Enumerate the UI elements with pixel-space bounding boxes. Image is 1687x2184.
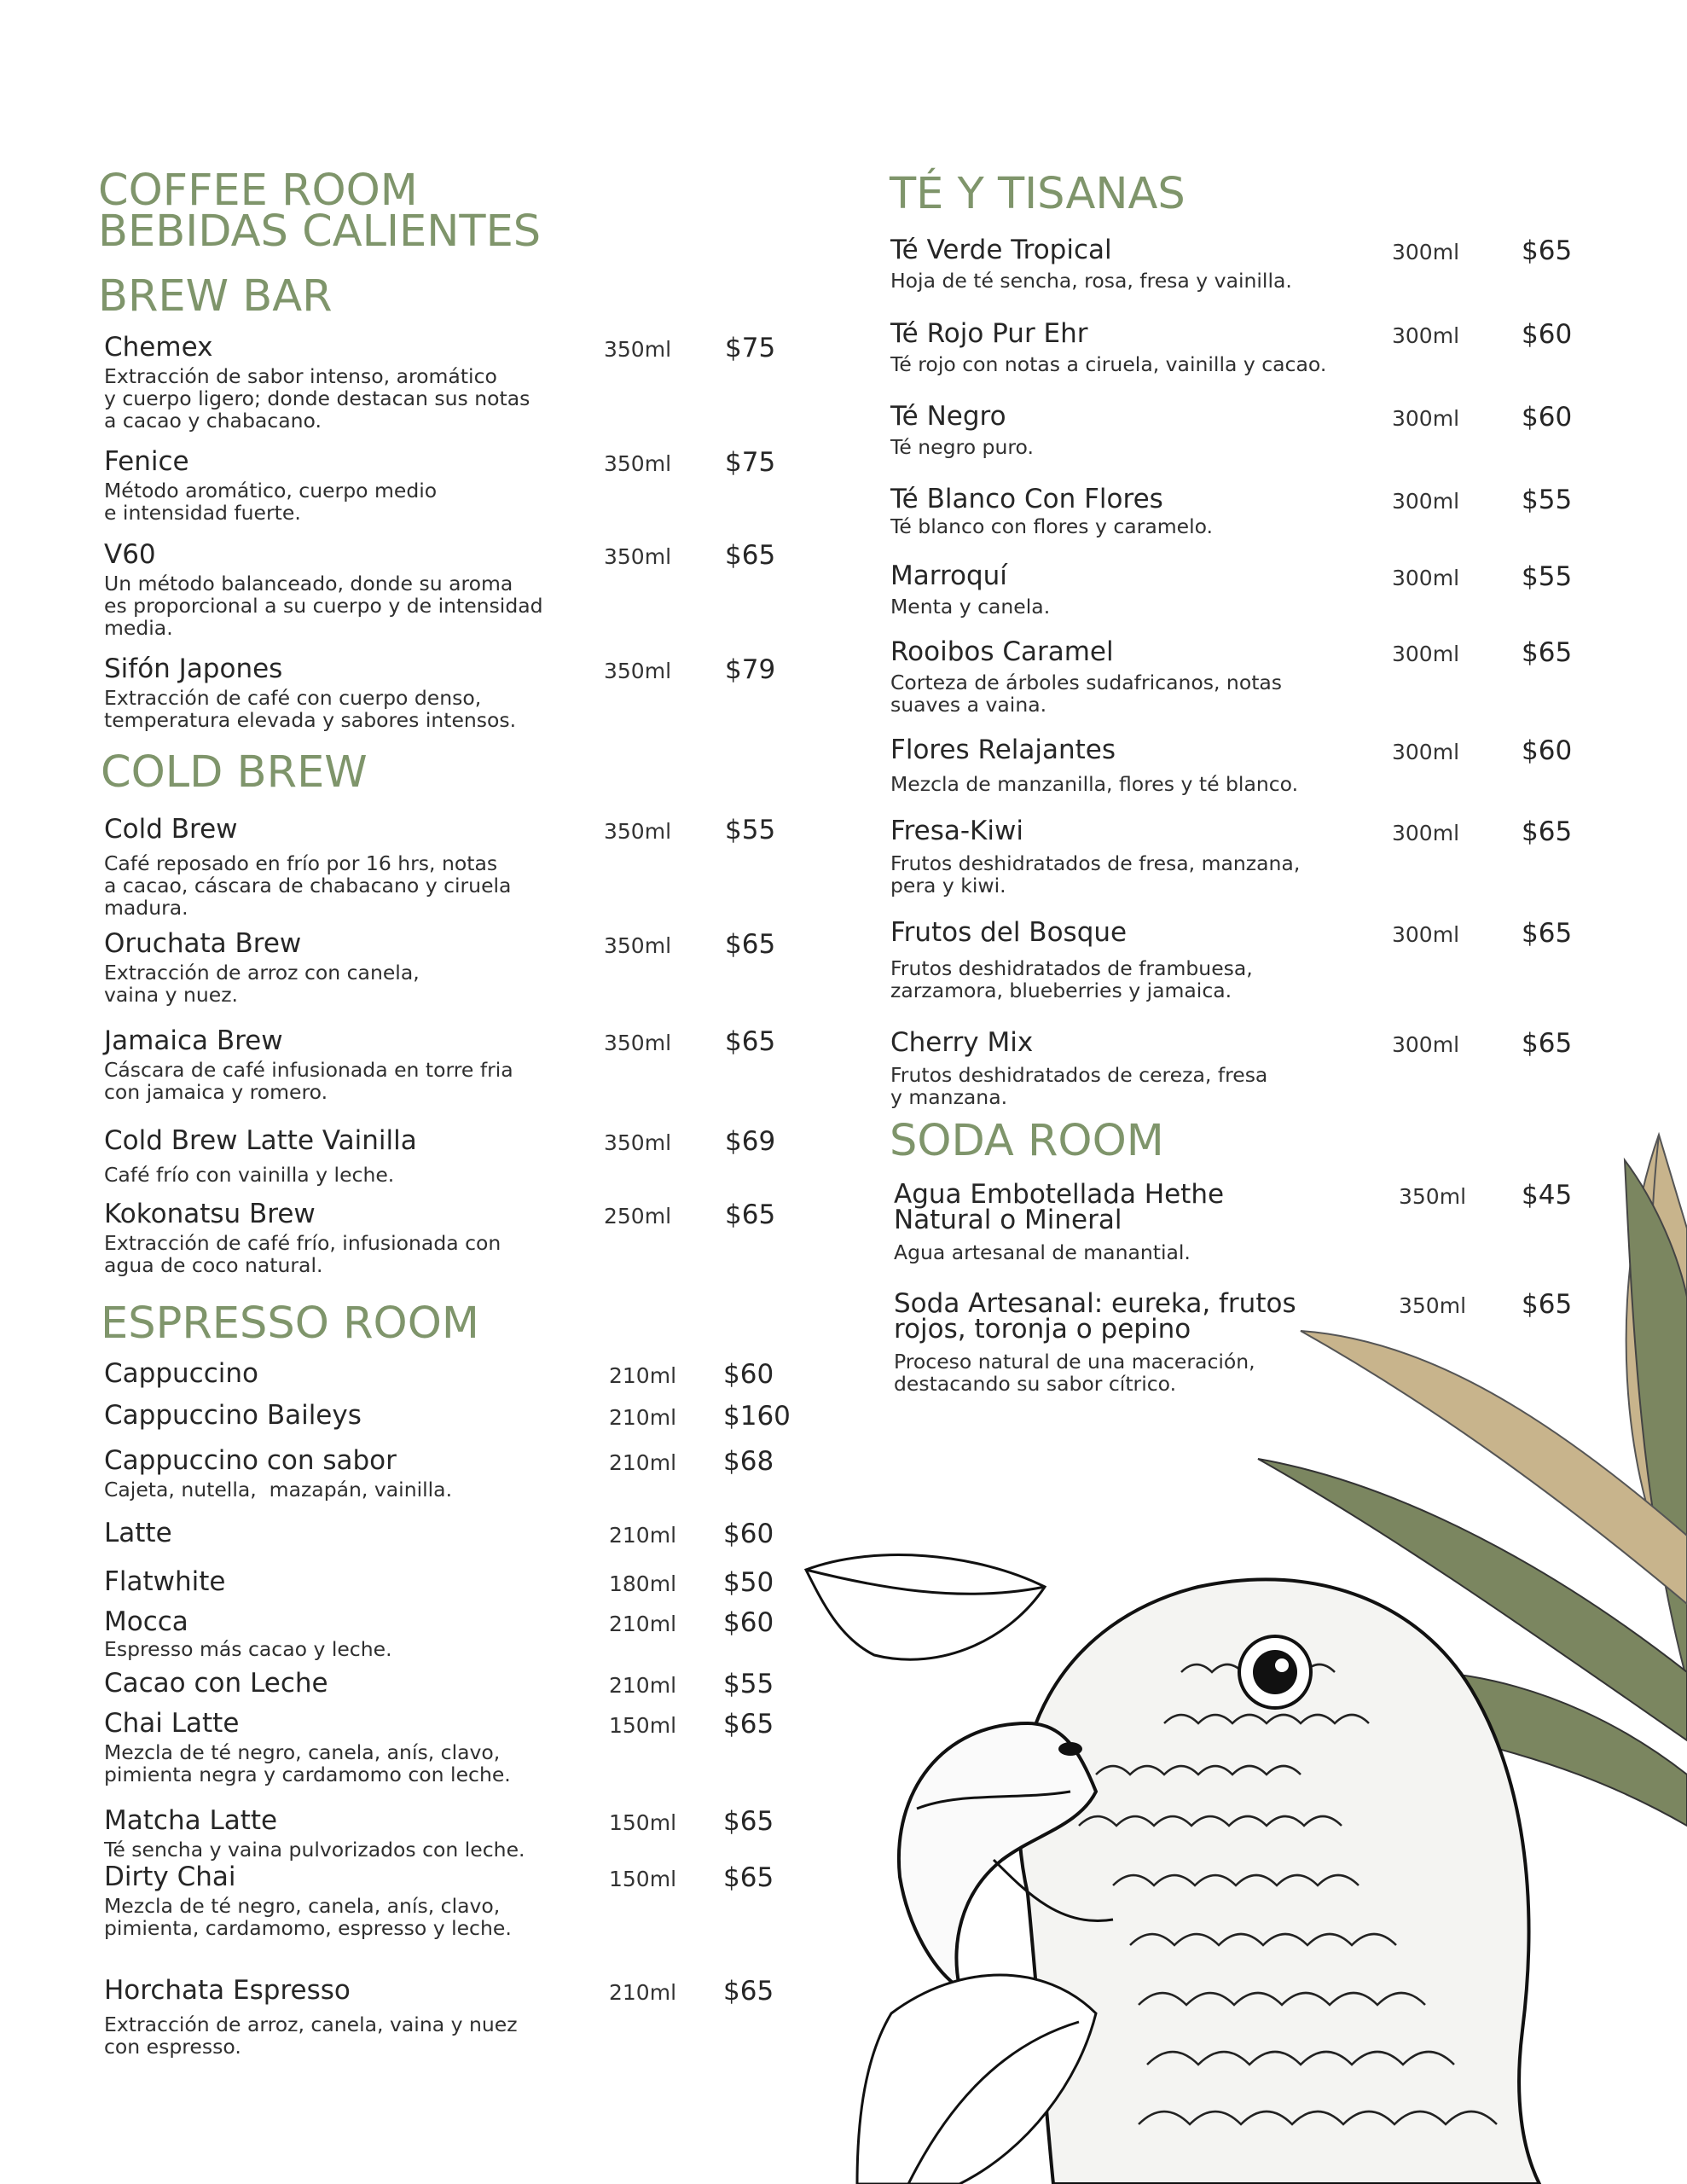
item-volume: 350ml <box>604 659 672 683</box>
item-price: $60 <box>1522 402 1573 433</box>
item-volume: 350ml <box>604 1031 672 1055</box>
item-name: Té Negro <box>890 401 1006 432</box>
item-price: $65 <box>723 1806 774 1837</box>
item-name: Chemex <box>104 332 213 363</box>
item-price: $75 <box>725 333 776 363</box>
title-line-1: COFFEE ROOM <box>98 166 418 216</box>
item-volume: 210ml <box>609 1980 677 2005</box>
item-volume: 150ml <box>609 1867 677 1891</box>
item-price: $160 <box>723 1401 791 1432</box>
item-price: $75 <box>725 447 776 478</box>
item-name: Marroquí <box>890 561 1007 591</box>
item-price: $65 <box>725 1026 776 1057</box>
item-volume: 210ml <box>609 1405 677 1430</box>
item-price: $65 <box>725 929 776 960</box>
item-price: $50 <box>723 1567 774 1598</box>
title-line-2: BEBIDAS CALIENTES <box>98 206 542 257</box>
item-description: Extracción de café frío, infusionada con agua de coco natural. <box>104 1231 501 1277</box>
item-volume: 300ml <box>1392 740 1460 764</box>
item-description: Extracción de sabor intenso, aromático y cuerpo ligero; donde destacan sus notas a cacao y chabacano. <box>104 364 530 433</box>
item-description: Un método balanceado, donde su aroma es proporcional a su cuerpo y de intensidad media. <box>104 572 543 640</box>
item-volume: 350ml <box>604 819 672 844</box>
item-name: Cold Brew Latte Vainilla <box>104 1125 417 1156</box>
item-price: $65 <box>725 540 776 571</box>
item-name: Cappuccino <box>104 1358 258 1389</box>
item-description: Frutos deshidratados de fresa, manzana, pera y kiwi. <box>890 851 1301 897</box>
item-description: Extracción de arroz, canela, vaina y nuez con espresso. <box>104 2013 518 2059</box>
item-volume: 150ml <box>609 1713 677 1738</box>
item-price: $55 <box>723 1669 774 1699</box>
item-price: $60 <box>723 1607 774 1638</box>
item-description: Té rojo con notas a ciruela, vainilla y cacao. <box>890 352 1327 376</box>
section-title-coffee-room <box>98 166 542 257</box>
item-name: Cherry Mix <box>890 1027 1034 1058</box>
item-price: $45 <box>1522 1180 1573 1211</box>
item-volume: 300ml <box>1392 642 1460 666</box>
item-name: Flores Relajantes <box>890 735 1116 765</box>
item-description: Frutos deshidratados de cereza, fresa y manzana. <box>890 1063 1268 1109</box>
item-name: Rooibos Caramel <box>890 636 1114 667</box>
item-name: Sifón Japones <box>104 653 283 684</box>
item-price: $68 <box>723 1446 774 1477</box>
item-description: Café reposado en frío por 16 hrs, notas a cacao, cáscara de chabacano y ciruela madura. <box>104 851 512 920</box>
item-name: Matcha Latte <box>104 1805 278 1836</box>
item-name: Kokonatsu Brew <box>104 1199 316 1229</box>
item-volume: 210ml <box>609 1523 677 1548</box>
item-name: Horchata Espresso <box>104 1975 351 2006</box>
item-description: Cajeta, nutella, mazapán, vainilla. <box>104 1478 453 1502</box>
item-volume: 350ml <box>604 933 672 958</box>
item-volume: 300ml <box>1392 323 1460 348</box>
item-price: $65 <box>1522 918 1573 949</box>
item-price: $69 <box>725 1126 776 1157</box>
item-volume: 300ml <box>1392 406 1460 431</box>
item-description: Té sencha y vaina pulvorizados con leche. <box>104 1838 525 1862</box>
item-description: Cáscara de café infusionada en torre fria con jamaica y romero. <box>104 1058 513 1104</box>
item-description: Agua artesanal de manantial. <box>894 1240 1191 1264</box>
item-description: Método aromático, cuerpo medio e intensidad fuerte. <box>104 479 438 525</box>
item-name: Soda Artesanal: eureka, frutos rojos, toronja o pepino <box>894 1288 1296 1345</box>
item-name: Frutos del Bosque <box>890 917 1128 948</box>
item-volume: 210ml <box>609 1450 677 1475</box>
item-volume: 350ml <box>1399 1293 1467 1318</box>
item-name: Cappuccino Baileys <box>104 1400 362 1431</box>
heading-brew-bar: BREW BAR <box>98 271 333 322</box>
item-volume: 180ml <box>609 1571 677 1596</box>
item-price: $60 <box>723 1359 774 1390</box>
item-description: Extracción de arroz con canela, vaina y nuez. <box>104 961 420 1007</box>
item-price: $65 <box>1522 1289 1573 1320</box>
item-description: Corteza de árboles sudafricanos, notas suaves a vaina. <box>890 671 1283 717</box>
item-description: Té negro puro. <box>890 435 1034 459</box>
item-name: Latte <box>104 1518 172 1548</box>
item-description: Café frío con vainilla y leche. <box>104 1163 395 1187</box>
item-volume: 300ml <box>1392 821 1460 845</box>
item-name: Flatwhite <box>104 1566 226 1597</box>
item-volume: 210ml <box>609 1612 677 1636</box>
item-volume: 210ml <box>609 1673 677 1698</box>
item-price: $65 <box>723 1862 774 1893</box>
item-name: Té Rojo Pur Ehr <box>890 318 1088 349</box>
item-name: Chai Latte <box>104 1708 240 1739</box>
item-name: Cappuccino con sabor <box>104 1445 397 1476</box>
item-description: Mezcla de té negro, canela, anís, clavo, pimienta negra y cardamomo con leche. <box>104 1740 511 1786</box>
item-volume: 300ml <box>1392 489 1460 514</box>
item-name: Oruchata Brew <box>104 928 302 959</box>
item-name: Dirty Chai <box>104 1862 236 1892</box>
item-name: Jamaica Brew <box>104 1025 283 1056</box>
item-volume: 350ml <box>604 337 672 362</box>
item-volume: 300ml <box>1392 922 1460 947</box>
item-description: Hoja de té sencha, rosa, fresa y vainilla. <box>890 269 1292 293</box>
item-volume: 250ml <box>604 1204 672 1228</box>
item-price: $65 <box>723 1976 774 2007</box>
item-name: V60 <box>104 539 156 570</box>
item-price: $65 <box>1522 637 1573 668</box>
item-name: Fresa-Kiwi <box>890 816 1023 846</box>
item-description: Proceso natural de una maceración, destacando su sabor cítrico. <box>894 1350 1255 1396</box>
item-price: $65 <box>723 1709 774 1740</box>
heading-cold-brew: COLD BREW <box>101 747 368 798</box>
heading-te-y-tisanas: TÉ Y TISANAS <box>890 169 1186 219</box>
item-price: $65 <box>725 1199 776 1230</box>
item-price: $60 <box>1522 735 1573 766</box>
item-name: Mocca <box>104 1606 188 1637</box>
item-price: $55 <box>1522 561 1573 592</box>
item-description: Mezcla de té negro, canela, anís, clavo, pimienta, cardamomo, espresso y leche. <box>104 1894 512 1940</box>
heading-espresso-room: ESPRESSO ROOM <box>101 1298 479 1349</box>
item-price: $60 <box>1522 319 1573 350</box>
item-price: $60 <box>723 1519 774 1549</box>
item-price: $55 <box>1522 485 1573 515</box>
item-name: Té Verde Tropical <box>890 235 1112 265</box>
item-volume: 210ml <box>609 1363 677 1388</box>
item-price: $65 <box>1522 1028 1573 1059</box>
item-volume: 350ml <box>604 451 672 476</box>
item-price: $79 <box>725 654 776 685</box>
item-volume: 350ml <box>1399 1184 1467 1209</box>
item-description: Té blanco con flores y caramelo. <box>890 514 1214 538</box>
item-description: Mezcla de manzanilla, flores y té blanco. <box>890 772 1299 796</box>
parrot-illustration <box>772 1126 1687 2184</box>
item-name: Cold Brew <box>104 814 238 845</box>
item-name: Agua Embotellada Hethe Natural o Mineral <box>894 1179 1225 1235</box>
item-description: Extracción de café con cuerpo denso, temperatura elevada y sabores intensos. <box>104 686 517 732</box>
item-volume: 150ml <box>609 1810 677 1835</box>
item-price: $55 <box>725 815 776 845</box>
item-name: Fenice <box>104 446 189 477</box>
item-volume: 350ml <box>604 1130 672 1155</box>
item-name: Té Blanco Con Flores <box>890 484 1163 514</box>
item-price: $65 <box>1522 235 1573 266</box>
item-price: $65 <box>1522 816 1573 847</box>
item-volume: 350ml <box>604 544 672 569</box>
item-volume: 300ml <box>1392 566 1460 590</box>
item-description: Frutos deshidratados de frambuesa, zarzamora, blueberries y jamaica. <box>890 956 1253 1002</box>
item-name: Cacao con Leche <box>104 1668 328 1699</box>
item-volume: 300ml <box>1392 1032 1460 1057</box>
item-volume: 300ml <box>1392 240 1460 264</box>
heading-soda-room: SODA ROOM <box>890 1116 1164 1166</box>
item-description: Espresso más cacao y leche. <box>104 1637 392 1661</box>
item-description: Menta y canela. <box>890 595 1051 619</box>
